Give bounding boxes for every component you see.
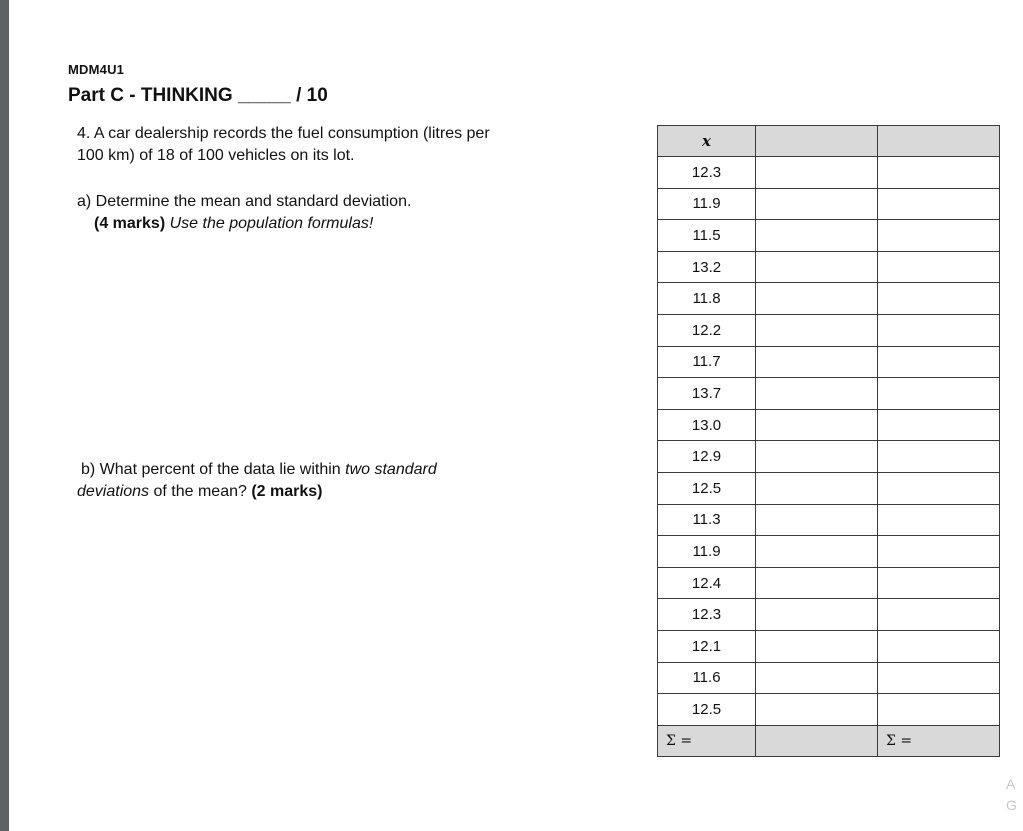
work-cell (878, 504, 1000, 536)
work-cell (878, 599, 1000, 631)
work-cell (756, 188, 878, 220)
part-a-instructions (77, 213, 547, 235)
work-cell (756, 504, 878, 536)
x-value-cell: 11.5 (658, 220, 756, 252)
work-cell (878, 157, 1000, 189)
x-value-cell: 12.4 (658, 567, 756, 599)
table-row (658, 314, 1000, 346)
header-cell-2 (756, 126, 878, 157)
part-b-post: of the mean? (149, 483, 252, 500)
sum-cell-2 (756, 725, 878, 756)
edge-glyph-bottom: G (1006, 797, 1017, 813)
edge-glyph-top: A (1006, 776, 1016, 792)
x-value-cell: 13.7 (658, 378, 756, 410)
work-cell (878, 251, 1000, 283)
table-row (658, 346, 1000, 378)
question-part-a (77, 191, 547, 235)
x-value-cell: 12.2 (658, 314, 756, 346)
data-table-body (658, 126, 1000, 757)
work-cell (756, 283, 878, 315)
question-part-b (77, 459, 547, 503)
part-a-marks: (4 marks) (94, 215, 166, 232)
x-value-cell: 13.0 (658, 409, 756, 441)
work-cell (756, 441, 878, 473)
work-cell (756, 472, 878, 504)
part-a-prompt: a) Determine the mean and standard deviation. (77, 193, 412, 210)
work-cell (756, 314, 878, 346)
x-value-cell: 11.6 (658, 662, 756, 694)
work-cell (756, 409, 878, 441)
x-variable-label: x (702, 132, 711, 150)
table-row (658, 409, 1000, 441)
x-value-cell: 12.5 (658, 694, 756, 726)
x-value-cell: 12.5 (658, 472, 756, 504)
table-row (658, 251, 1000, 283)
question-intro-line-2: 100 km) of 18 of 100 vehicles on its lot. (77, 147, 355, 164)
work-cell (878, 378, 1000, 410)
work-cell (878, 283, 1000, 315)
work-cell (878, 536, 1000, 568)
work-cell (878, 314, 1000, 346)
work-cell (756, 536, 878, 568)
x-value-cell: 12.9 (658, 441, 756, 473)
work-cell (756, 662, 878, 694)
table-row (658, 599, 1000, 631)
work-cell (756, 251, 878, 283)
work-cell (756, 220, 878, 252)
work-cell (878, 188, 1000, 220)
part-b-pre: b) What percent of the data lie within (81, 461, 346, 478)
course-code: MDM4U1 (68, 62, 125, 77)
x-value-cell: 11.8 (658, 283, 756, 315)
x-value-cell: 11.3 (658, 504, 756, 536)
part-b-italic-1: two standard (345, 461, 437, 478)
work-cell (756, 346, 878, 378)
table-row (658, 504, 1000, 536)
work-cell (878, 220, 1000, 252)
x-value-cell: 12.3 (658, 599, 756, 631)
part-b-line-1 (77, 459, 547, 481)
sum-cell-1: Σ = (658, 725, 756, 756)
table-row (658, 662, 1000, 694)
work-cell (878, 662, 1000, 694)
table-header-row (658, 126, 1000, 157)
sum-cell-3: Σ = (878, 725, 1000, 756)
viewer-left-gutter (0, 0, 9, 831)
work-cell (756, 630, 878, 662)
table-row (658, 567, 1000, 599)
part-b-italic-2: deviations (77, 483, 150, 500)
work-cell (878, 630, 1000, 662)
table-row (658, 536, 1000, 568)
table-row (658, 694, 1000, 726)
table-row (658, 472, 1000, 504)
x-value-cell: 11.9 (658, 188, 756, 220)
table-sum-row (658, 725, 1000, 756)
header-cell-x (658, 126, 756, 157)
work-cell (878, 441, 1000, 473)
work-cell (756, 694, 878, 726)
x-value-cell: 12.1 (658, 630, 756, 662)
table-row (658, 283, 1000, 315)
work-cell (878, 472, 1000, 504)
x-value-cell: 11.9 (658, 536, 756, 568)
header-cell-3 (878, 126, 1000, 157)
part-b-line-2 (77, 481, 547, 503)
work-cell (878, 346, 1000, 378)
table-row (658, 188, 1000, 220)
work-cell (756, 599, 878, 631)
table-row (658, 157, 1000, 189)
data-table (657, 125, 1000, 757)
work-cell (756, 567, 878, 599)
section-title: Part C - THINKING _____ / 10 (68, 85, 328, 106)
work-cell (756, 378, 878, 410)
work-cell (878, 409, 1000, 441)
x-value-cell: 13.2 (658, 251, 756, 283)
question-intro-line-1: 4. A car dealership records the fuel consumption (litres per (77, 125, 490, 142)
work-cell (878, 567, 1000, 599)
part-b-marks: (2 marks) (251, 483, 323, 500)
part-a-note: Use the population formulas! (169, 215, 374, 232)
x-value-cell: 11.7 (658, 346, 756, 378)
work-cell (878, 694, 1000, 726)
table-row (658, 378, 1000, 410)
question-intro (77, 123, 547, 167)
x-value-cell: 12.3 (658, 157, 756, 189)
table-row (658, 441, 1000, 473)
table-row (658, 220, 1000, 252)
work-cell (756, 157, 878, 189)
table-row (658, 630, 1000, 662)
